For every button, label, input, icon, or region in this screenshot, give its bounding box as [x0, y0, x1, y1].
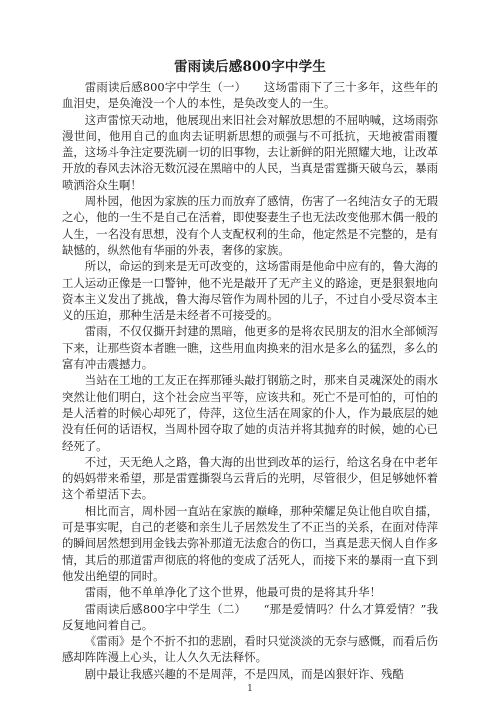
paragraph: 不过，天无绝人之路，鲁大海的出世到改革的运行，给这名身在中老年的妈妈带来希望，那是雷霆撕裂乌云背后的光明，尽管很少，但足够她怀着这个希望活下去。 — [62, 454, 438, 502]
paragraph: 剧中最让我感兴趣的不是周萍，不是四凤，而是凶狠奸诈、残酷 — [84, 666, 404, 681]
paragraph: 周朴园，他因为家族的压力而放弃了感情，伤害了一名纯洁女子的无瑕之心，他的一生不是自己在活着，即使娶妻生子也无法改变他那木偶一般的人生，一名没有思想，没有个人支配权利的生命，他定然是不完整的，是有缺憾的，纵然他有华丽的外表，奢侈的家族。 — [62, 194, 438, 257]
document-page — [62, 58, 438, 682]
paragraph: 雷雨读后感800字中学生（一） 这场雷雨下了三十多年，这些年的血泪史，是奂淹没一个人的本性，是奂改变人的一生。 — [62, 80, 438, 111]
paragraph: 雷雨读后感800字中学生（二） “那是爱情吗？什么才算爱情？”我反复地问着自己。 — [62, 601, 438, 632]
paragraph: 雷雨，他不单单净化了这个世界，他最可贵的是将其升华！ — [84, 585, 381, 600]
document-title: 雷雨读后感800字中学生 — [173, 59, 327, 75]
page-number: 1 — [247, 684, 253, 694]
paragraph: 雷雨，不仅仅撕开封建的黑暗，他更多的是将农民朋友的泪水全部倾泻下来，让那些资本者瞧一瞧，这些用血肉换来的泪水是多么的猛烈，多么的富有冲击震撼力。 — [62, 324, 438, 372]
paragraph: 所以，命运的到来是无可改变的，这场雷雨是他命中应有的，鲁大海的工人运动正像是一口警钟，他不光是敲开了无产主义的路途，更是狠狠地向资本主义发出了挑战，鲁大海尽管作为周朴园的儿子，不过自小受尽资本主义的压迫，那种生活是未经者不可接受的。 — [62, 259, 438, 323]
paragraph: 《雷雨》是个不折不扣的悲剧，看时只觉淡淡的无奈与感慨，而看后伤感却阵阵漫上心头，让人久久无法释怀。 — [62, 634, 438, 665]
paragraph: 相比而言，周朴园一直站在家族的巅峰，那种荣耀足奂让他自吹自擂，可是事实呢，自己的老婆和亲生儿子居然发生了不正当的关系，在面对侍萍的瞬间居然想到用金钱去弥补那道无法愈合的伤口，当真是悲天悯人自作多情，其后的那道雷声彻底的将他的变成了活死人，而接下来的暴雨一直下到他发出绝望的同时。 — [62, 503, 438, 583]
paragraph: 这声雷惊天动地，他展现出来旧社会对解放思想的不屈呐喊，这场雨弥漫世间，他用自己的血肉去证明新思想的顽强与不可抵抗，天地被雷雨覆盖，这场斗争注定要洗刷一切的旧事物，去让新鲜的阳光照耀大地，让改革开放的春风去沐浴无数沉浸在黑暗中的人民，当真是雷霆撕天破乌云，暴雨喷洒浴众生啊！ — [62, 112, 438, 192]
paragraph: 当站在工地的工友正在挥那锤头敲打钢筋之时，那来自灵魂深处的雨水突然让他们明白，这个社会应当平等，应该共和。死亡不是可怕的，可怕的是人活着的时候心却死了，侍萍，这位生活在周家的仆人，作为最底层的她没有任何的话语权，当周朴园夺取了她的贞洁并将其抛弃的时候，她的心已经死了。 — [62, 373, 438, 453]
